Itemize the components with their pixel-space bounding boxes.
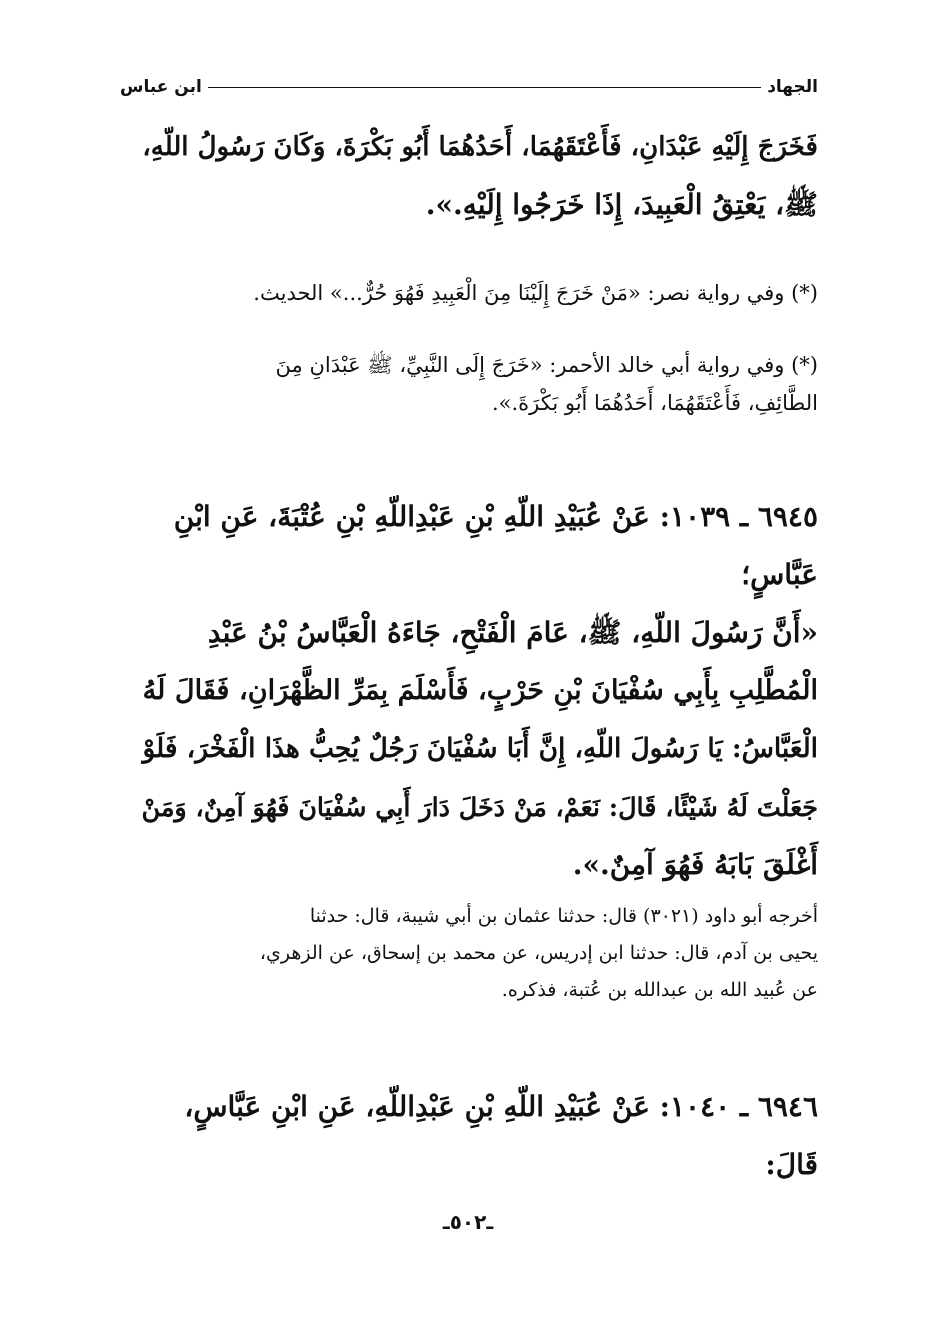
text-line: جَعَلْتَ لَهُ شَيْئًا، قَالَ: نَعَمْ، مَنْ دَخَلَ دَارَ أَبِي سُفْيَانَ فَهُوَ آمِنٌ، وَمَنْ [141,792,818,822]
text-line: (*) وفي رواية نصر: «مَنْ خَرَجَ إِلَيْنَا مِنَ الْعَبِيدِ فَهُوَ حُرٌّ...» الحديث. [253,281,818,305]
text-line: «أَنَّ رَسُولَ اللّهِ، ﷺ، عَامَ الْفَتْحِ، جَاءَهُ الْعَبَّاسُ بْنُ عَبْدِ [207,616,818,649]
text-line: ﷺ، يَعْتِقُ الْعَبِيدَ، إِذَا خَرَجُوا إِلَيْهِ.». [425,188,818,221]
header-section-title: ابن عباس [120,77,202,97]
header-book-title: الجهاد [767,77,818,97]
text-line: يحيى بن آدم، قال: حدثنا ابن إدريس، عن محمد بن إسحاق، عن الزهري، [259,942,818,964]
text-line: أَغْلَقَ بَابَهُ فَهُوَ آمِنٌ.». [572,848,818,881]
text-line: ٦٩٤٥ ـ ١٠٣٩: عَنْ عُبَيْدِ اللّهِ بْنِ عَبْدِاللّهِ بْنِ عُتْبَةَ، عَنِ ابْنِ [173,500,818,533]
paragraph-2 [128,604,818,894]
takhrij-note [128,898,818,1009]
text-line: فَخَرَجَ إِلَيْهِ عَبْدَانِ، فَأَعْتَقَهُمَا، أَحَدُهُمَا أَبُو بَكْرَةَ، وَكَانَ رَسُولُ اللّهِ، [142,132,818,162]
page-number: ـ٥٠٢ـ [442,1210,494,1234]
text-line: عَبَّاسٍ؛ [741,558,818,591]
text-line: الطَّائِفِ، فَأَعْتَقَهُمَا، أَحَدُهُمَا أَبُو بَكْرَةَ.». [491,391,818,415]
text-line: الْمُطَّلِبِ بِأَبِي سُفْيَانَ بْنِ حَرْبٍ، فَأَسْلَمَ بِمَرِّ الظَّهْرَانِ، فَقَالَ لَهُ [142,675,818,706]
header-rule [208,87,761,88]
text-line: عن عُبيد الله بن عبدالله بن عُتبة، فذكره. [501,979,818,1001]
hadith-heading-6946 [128,1078,818,1194]
hadith-heading-6945 [128,488,818,604]
running-header [120,72,818,102]
note-2 [128,346,818,422]
text-line: ٦٩٤٦ ـ ١٠٤٠: عَنْ عُبَيْدِ اللّهِ بْنِ عَبْدِاللّهِ، عَنِ ابْنِ عَبَّاسٍ، [184,1090,818,1123]
text-line: (*) وفي رواية أبي خالد الأحمر: «خَرَجَ إِلَى النَّبِيِّ، ﷺ عَبْدَانِ مِنَ [275,353,818,377]
text-line: أخرجه أبو داود (٣٠٢١) قال: حدثنا عثمان بن أبي شيبة، قال: حدثنا [309,905,818,927]
paragraph-1 [128,118,818,234]
text-line: قَالَ: [765,1148,818,1181]
note-1 [128,274,818,312]
text-line: الْعَبَّاسُ: يَا رَسُولَ اللّهِ، إِنَّ أَبَا سُفْيَانَ رَجُلٌ يُحِبُّ هذَا الْفَخْرَ، فَلَوْ [142,733,818,764]
